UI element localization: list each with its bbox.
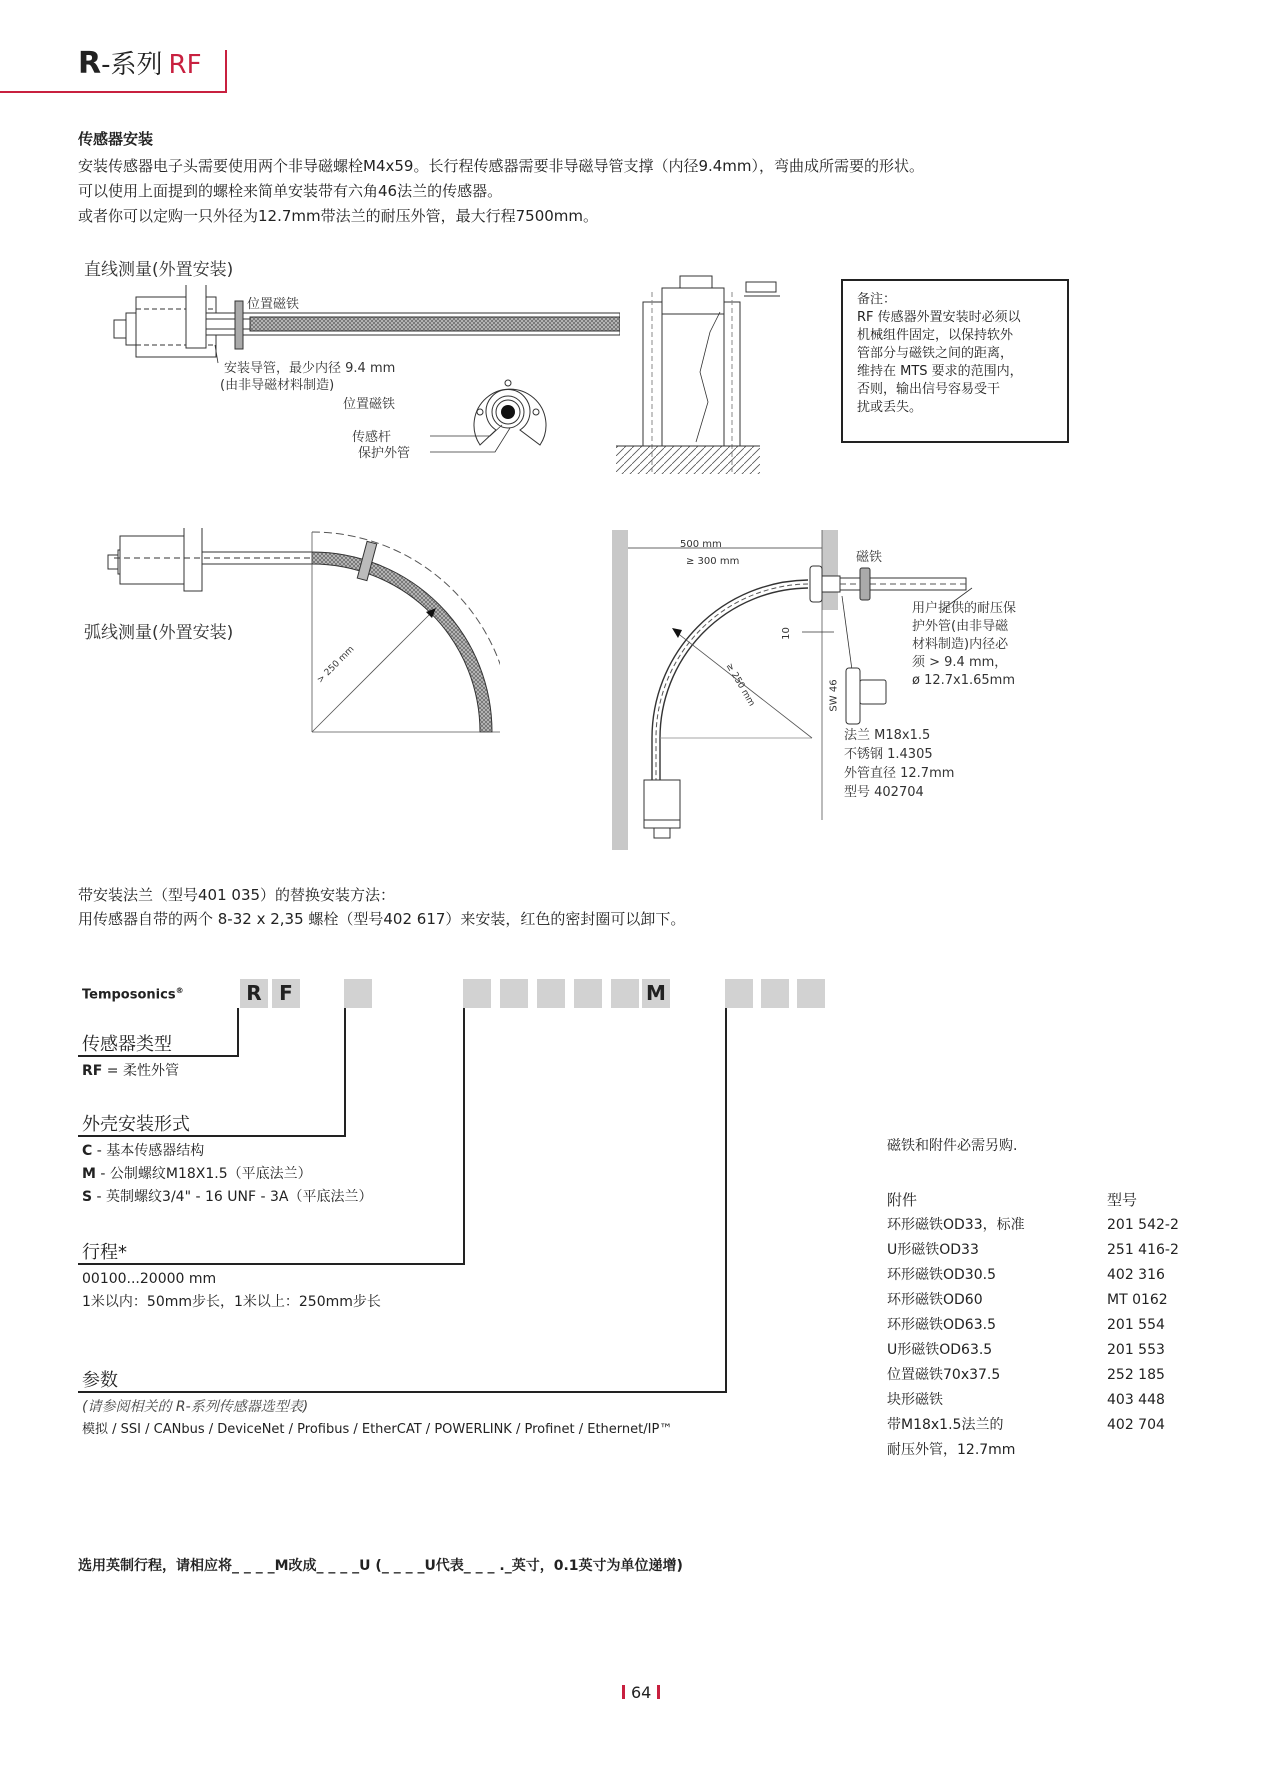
label-protective-tube: 保护外管 <box>358 446 411 461</box>
table-row <box>887 1238 1179 1263</box>
installation-paragraph-3: 或者你可以定购一只外径为12.7mm带法兰的耐压外管，最大行程7500mm。 <box>78 207 599 225</box>
code-box-7 <box>574 979 602 1008</box>
label-position-magnet-2: 位置磁铁 <box>343 397 396 412</box>
sensor-type-title: 传感器类型 <box>82 1034 172 1055</box>
code-box-9: M <box>642 979 670 1008</box>
table-row <box>887 1438 1179 1463</box>
dim-500-label: 500 mm <box>680 539 722 550</box>
header-rule-vertical <box>225 50 227 93</box>
table-row <box>887 1413 1179 1438</box>
note-line: 扰或丢失。 <box>857 400 923 415</box>
page-number <box>616 1683 666 1702</box>
sensor-type-option <box>82 1060 179 1083</box>
alt-mount-line-2: 用传感器自带的两个 8-32 x 2,35 螺栓（型号402 617）来安装，红色的密封圈可以卸下。 <box>78 910 686 928</box>
connector-sensor-type <box>237 1008 239 1056</box>
code-box-11 <box>761 979 789 1008</box>
code-box-6 <box>537 979 565 1008</box>
cell-model: 402 316 <box>1107 1267 1165 1283</box>
flange-spec-note <box>844 726 954 802</box>
page-number-bar-left <box>622 1685 625 1699</box>
housing-option-s <box>82 1186 372 1209</box>
label-sensor-rod: 传感杆 <box>352 430 392 445</box>
brand-temposonics <box>82 986 184 1002</box>
note-line: 维持在 MTS 要求的范围内， <box>857 364 1023 379</box>
output-title: 参数 <box>82 1370 118 1391</box>
flange-spec-line: 不锈钢 1.4305 <box>844 747 933 762</box>
note-line: 管部分与磁铁之间的距离， <box>857 346 1014 361</box>
user-tube-line: ø 12.7x1.65mm <box>912 673 1015 688</box>
connector-housing <box>344 1008 346 1136</box>
cell-part: U形磁铁OD33 <box>887 1242 979 1258</box>
cell-part: 环形磁铁OD63.5 <box>887 1317 996 1333</box>
series-separator: - <box>101 50 111 80</box>
flange-spec-line: 型号 402704 <box>844 785 924 800</box>
option-text: 基本传感器结构 <box>106 1143 205 1159</box>
series-letter: R <box>78 46 102 81</box>
label-guide-tube: 安装导管，最少内径 9.4 mm <box>224 361 396 376</box>
housing-title: 外壳安装形式 <box>82 1114 190 1135</box>
flange-mount-drawing <box>612 530 982 860</box>
housing-option-m <box>82 1163 312 1186</box>
col-header-model: 型号 <box>1107 1191 1138 1209</box>
note-line: 否则，输出信号容易受干 <box>857 382 1001 397</box>
user-tube-line: 须 > 9.4 mm， <box>912 655 1008 670</box>
code-box-1: R <box>240 979 268 1008</box>
note-line: RF 传感器外置安装时必须以 <box>857 310 1021 325</box>
flange-radius-label: ≥ 250 mm <box>723 661 757 709</box>
alt-mount-line-1: 带安装法兰（型号401 035）的替换安装方法： <box>78 886 396 904</box>
arc-radius-label: > 250 mm <box>315 644 357 686</box>
code-box-4 <box>463 979 491 1008</box>
note-line: 机械组件固定，以保持软外 <box>857 328 1014 343</box>
cell-model: 252 185 <box>1107 1367 1165 1383</box>
option-text: 柔性外管 <box>122 1063 179 1079</box>
user-tube-note <box>912 600 1016 690</box>
housing-option-c <box>82 1140 204 1163</box>
rule-stroke <box>78 1263 465 1265</box>
table-row <box>887 1213 1179 1238</box>
table-row <box>887 1313 1179 1338</box>
flange-spec-line: 法兰 M18x1.5 <box>844 728 931 743</box>
table-row <box>887 1363 1179 1388</box>
cell-part: 环形磁铁OD30.5 <box>887 1267 996 1283</box>
stroke-step: 1米以内：50mm步长，1米以上：250mm步长 <box>82 1294 381 1310</box>
arc-measurement-title: 弧线测量(外置安装) <box>84 623 234 643</box>
table-row <box>887 1263 1179 1288</box>
straight-mount-drawing <box>100 285 620 495</box>
table-row <box>887 1388 1179 1413</box>
page-header-title <box>78 44 202 81</box>
sw-46-label: SW 46 <box>828 679 840 712</box>
stroke-range: 00100...20000 mm <box>82 1271 217 1287</box>
registered-mark: ® <box>175 986 184 995</box>
option-sep: = <box>102 1063 123 1079</box>
page-number-bar-right <box>657 1685 660 1699</box>
cell-part: U形磁铁OD63.5 <box>887 1342 993 1358</box>
model-name: RF <box>168 50 202 80</box>
user-tube-line: 护外管(由非导磁 <box>912 619 1009 634</box>
option-code: M <box>82 1166 96 1182</box>
cell-part: 环形磁铁OD60 <box>887 1292 983 1308</box>
cell-model: 201 554 <box>1107 1317 1165 1333</box>
table-header-row <box>887 1188 1179 1213</box>
rule-output <box>78 1391 727 1393</box>
cell-model: 251 416-2 <box>1107 1242 1179 1258</box>
side-view-drawing <box>600 272 780 482</box>
series-word: 系列 <box>110 50 163 80</box>
note-title: 备注： <box>857 292 897 307</box>
imperial-stroke-footnote: 选用英制行程，请相应将_ _ _ _M改成_ _ _ _U (_ _ _ _U代表_ _ _ ._英寸，0.1英寸为单位递增) <box>78 1558 683 1574</box>
note-box <box>841 279 1069 443</box>
cell-model <box>1107 1438 1179 1463</box>
cell-part: 块形磁铁 <box>887 1392 943 1408</box>
cell-model: 201 553 <box>1107 1342 1165 1358</box>
user-tube-line: 用户提供的耐压保 <box>912 601 1017 616</box>
connector-output <box>725 1008 727 1392</box>
option-sep: - <box>92 1189 107 1205</box>
cell-model: 402 704 <box>1107 1417 1165 1433</box>
label-position-magnet: 位置磁铁 <box>247 297 300 312</box>
label-guide-tube-material: (由非导磁材料制造) <box>220 378 335 393</box>
accessories-table <box>887 1188 1179 1463</box>
code-box-12 <box>797 979 825 1008</box>
cell-model: MT 0162 <box>1107 1292 1168 1308</box>
option-code: S <box>82 1189 93 1205</box>
option-code: C <box>82 1143 93 1159</box>
code-box-8 <box>611 979 639 1008</box>
section-title-installation: 传感器安装 <box>78 130 154 148</box>
straight-measurement-title: 直线测量(外置安装) <box>84 260 234 280</box>
accessories-title: 磁铁和附件必需另购. <box>887 1138 1018 1154</box>
output-options: 模拟 / SSI / CANbus / DeviceNet / Profibus / EtherCAT / POWERLINK / Profinet / Ethernet/IP™ <box>82 1422 673 1437</box>
table-row <box>887 1338 1179 1363</box>
code-box-3 <box>344 979 372 1008</box>
cell-part: 环形磁铁OD33，标准 <box>887 1217 1025 1233</box>
option-text: 英制螺纹3/4" - 16 UNF - 3A（平底法兰） <box>106 1189 373 1205</box>
dim-10-label: 10 <box>780 627 792 640</box>
installation-paragraph-1: 安装传感器电子头需要使用两个非导磁螺栓M4x59。长行程传感器需要非导磁导管支撑（内径9.4mm），弯曲成所需要的形状。 <box>78 157 925 175</box>
dim-300-label: ≥ 300 mm <box>686 556 740 567</box>
option-sep: - <box>95 1166 110 1182</box>
page-number-value: 64 <box>631 1683 652 1702</box>
user-tube-line: 材料制造)内径必 <box>912 637 1009 652</box>
col-header-part: 附件 <box>887 1191 918 1209</box>
flange-spec-line: 外管直径 12.7mm <box>844 766 955 781</box>
output-note: (请参阅相关的 R-系列传感器选型表) <box>82 1399 309 1415</box>
option-sep: - <box>92 1143 107 1159</box>
code-box-2: F <box>272 979 300 1008</box>
option-text: 公制螺纹M18X1.5（平底法兰） <box>109 1166 312 1182</box>
cell-model: 201 542-2 <box>1107 1217 1179 1233</box>
code-box-5 <box>500 979 528 1008</box>
stroke-title: 行程* <box>82 1242 127 1263</box>
header-rule <box>0 91 226 93</box>
connector-stroke <box>463 1008 465 1264</box>
code-box-10 <box>725 979 753 1008</box>
brand-name: Temposonics <box>82 987 176 1003</box>
magnet-label: 磁铁 <box>856 550 883 565</box>
option-code: RF <box>82 1063 103 1079</box>
cell-part: 位置磁铁70x37.5 <box>887 1367 1001 1383</box>
cell-part: 耐压外管，12.7mm <box>887 1442 1016 1458</box>
installation-paragraph-2: 可以使用上面提到的螺栓来简单安装带有六角46法兰的传感器。 <box>78 182 503 200</box>
cell-part: 带M18x1.5法兰的 <box>887 1417 1004 1433</box>
cell-model: 403 448 <box>1107 1392 1165 1408</box>
table-row <box>887 1288 1179 1313</box>
arc-mount-drawing <box>100 528 500 758</box>
